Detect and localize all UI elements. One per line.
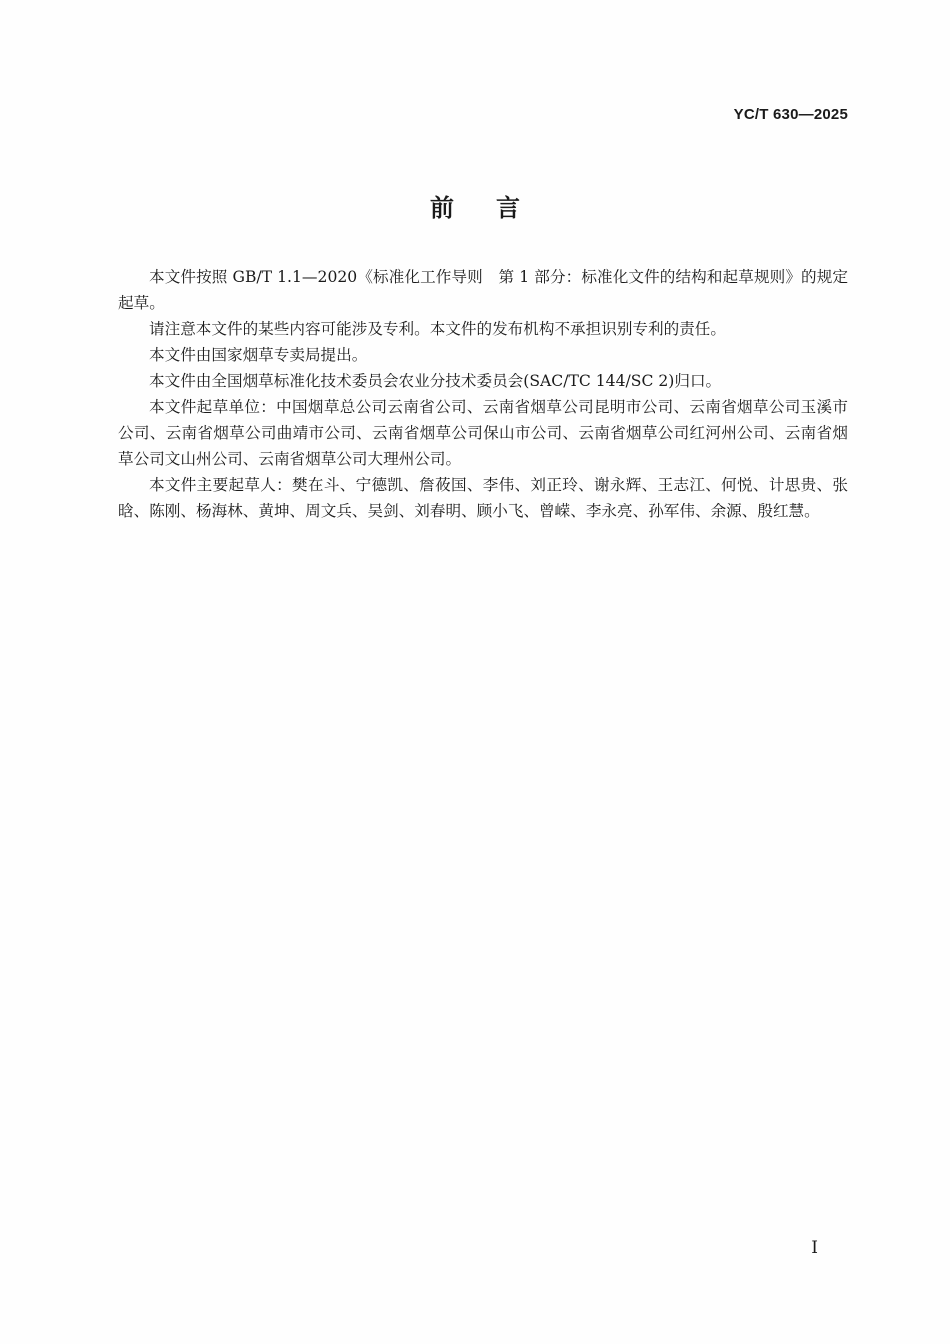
paragraph-committee: 本文件由全国烟草标准化技术委员会农业分技术委员会(SAC/TC 144/SC 2)归口。 [149,372,722,390]
paragraph-drafting-units: 本文件起草单位：中国烟草总公司云南省公司、云南省烟草公司昆明市公司、云南省烟草公司玉溪市公司、云南省烟草公司曲靖市公司、云南省烟草公司保山市公司、云南省烟草公司红河州公司、云南省烟草公司文山州公司、云南省烟草公司大理州公司。 [118,398,848,468]
foreword-body [118,264,848,524]
paragraph-drafting-rules: 本文件按照 GB/T 1.1—2020《标准化工作导则 第 1 部分：标准化文件的结构和起草规则》的规定起草。 [118,268,848,312]
paragraph-proposer: 本文件由国家烟草专卖局提出。 [149,346,368,364]
page-title: 前言 [430,194,562,222]
paragraph-drafters: 本文件主要起草人：樊在斗、宁德凯、詹莜国、李伟、刘正玲、谢永辉、王志江、何悦、计思贵、张晗、陈刚、杨海林、黄坤、周文兵、吴剑、刘春明、顾小飞、曾嵘、李永亮、孙军伟、余源、殷红慧。 [118,476,848,520]
page-number: I [811,1238,818,1258]
paragraph-patent-notice: 请注意本文件的某些内容可能涉及专利。本文件的发布机构不承担识别专利的责任。 [149,320,726,338]
standard-code: YC/T 630—2025 [733,106,848,123]
